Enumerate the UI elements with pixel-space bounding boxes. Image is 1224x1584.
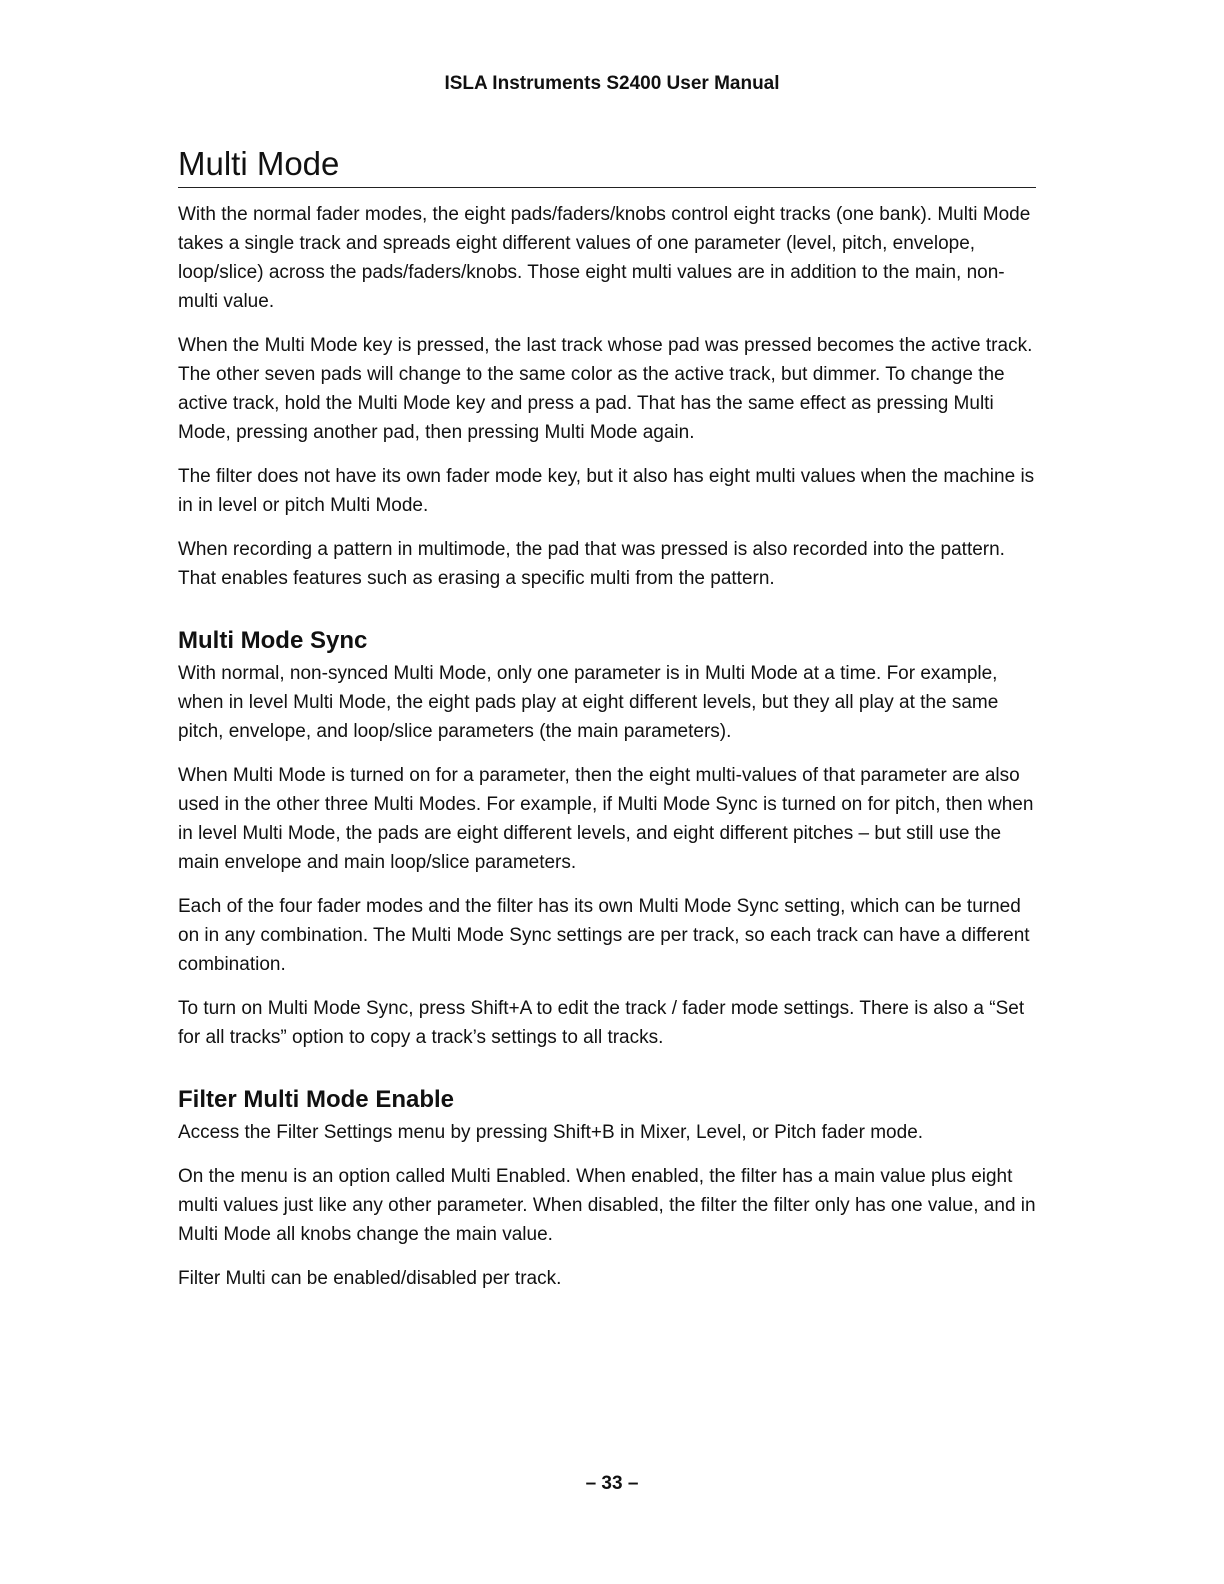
- paragraph: When the Multi Mode key is pressed, the last track whose pad was pressed becomes the active track. The other seven pads will change to the same color as the active track, but dimmer. To change the active track, hold the Multi Mode key and press a pad. That has the same effect as pressing Multi Mode, pressing another pad, then pressing Multi Mode again.: [178, 335, 1033, 443]
- paragraph: When recording a pattern in multimode, the pad that was pressed is also recorded into the pattern. That enables features such as erasing a specific multi from the pattern.: [178, 539, 1005, 589]
- section-title-filter-multi-mode-enable: Filter Multi Mode Enable: [178, 1086, 455, 1113]
- paragraph: With the normal fader modes, the eight pads/faders/knobs control eight tracks (one bank). Multi Mode takes a single track and spreads eight different values of one parameter (level, pitch, envelope, loop/slice) across the pads/faders/knobs. Those eight multi values are in addition to the main, non-multi value.: [178, 204, 1031, 312]
- chapter-title: Multi Mode: [178, 142, 1036, 188]
- section-title-multi-mode-sync: Multi Mode Sync: [178, 627, 368, 654]
- paragraph: Each of the four fader modes and the filter has its own Multi Mode Sync setting, which can be turned on in any combination. The Multi Mode Sync settings are per track, so each track can have a different combination.: [178, 896, 1030, 975]
- page-number: – 33 –: [585, 1473, 639, 1494]
- paragraph: On the menu is an option called Multi Enabled. When enabled, the filter has a main value plus eight multi values just like any other parameter. When disabled, the filter the filter only has one value, and in Multi Mode all knobs change the main value.: [178, 1166, 1036, 1245]
- paragraph: When Multi Mode is turned on for a parameter, then the eight multi-values of that parameter are also used in the other three Multi Modes. For example, if Multi Mode Sync is turned on for pitch, then when in level Multi Mode, the pads are eight different levels, and eight different pitches – but still use the main envelope and main loop/slice parameters.: [178, 765, 1034, 873]
- paragraph: The filter does not have its own fader mode key, but it also has eight multi values when the machine is in in level or pitch Multi Mode.: [178, 466, 1035, 516]
- page-content: [178, 142, 1036, 1308]
- paragraph: To turn on Multi Mode Sync, press Shift+A to edit the track / fader mode settings. There is also a “Set for all tracks” option to copy a track’s settings to all tracks.: [178, 998, 1025, 1048]
- paragraph: Filter Multi can be enabled/disabled per track.: [178, 1268, 562, 1289]
- running-header: ISLA Instruments S2400 User Manual: [444, 73, 780, 94]
- paragraph: With normal, non-synced Multi Mode, only one parameter is in Multi Mode at a time. For example, when in level Multi Mode, the eight pads play at eight different levels, but they all play at the same pitch, envelope, and loop/slice parameters (the main parameters).: [178, 663, 999, 742]
- paragraph: Access the Filter Settings menu by pressing Shift+B in Mixer, Level, or Pitch fader mode.: [178, 1122, 924, 1143]
